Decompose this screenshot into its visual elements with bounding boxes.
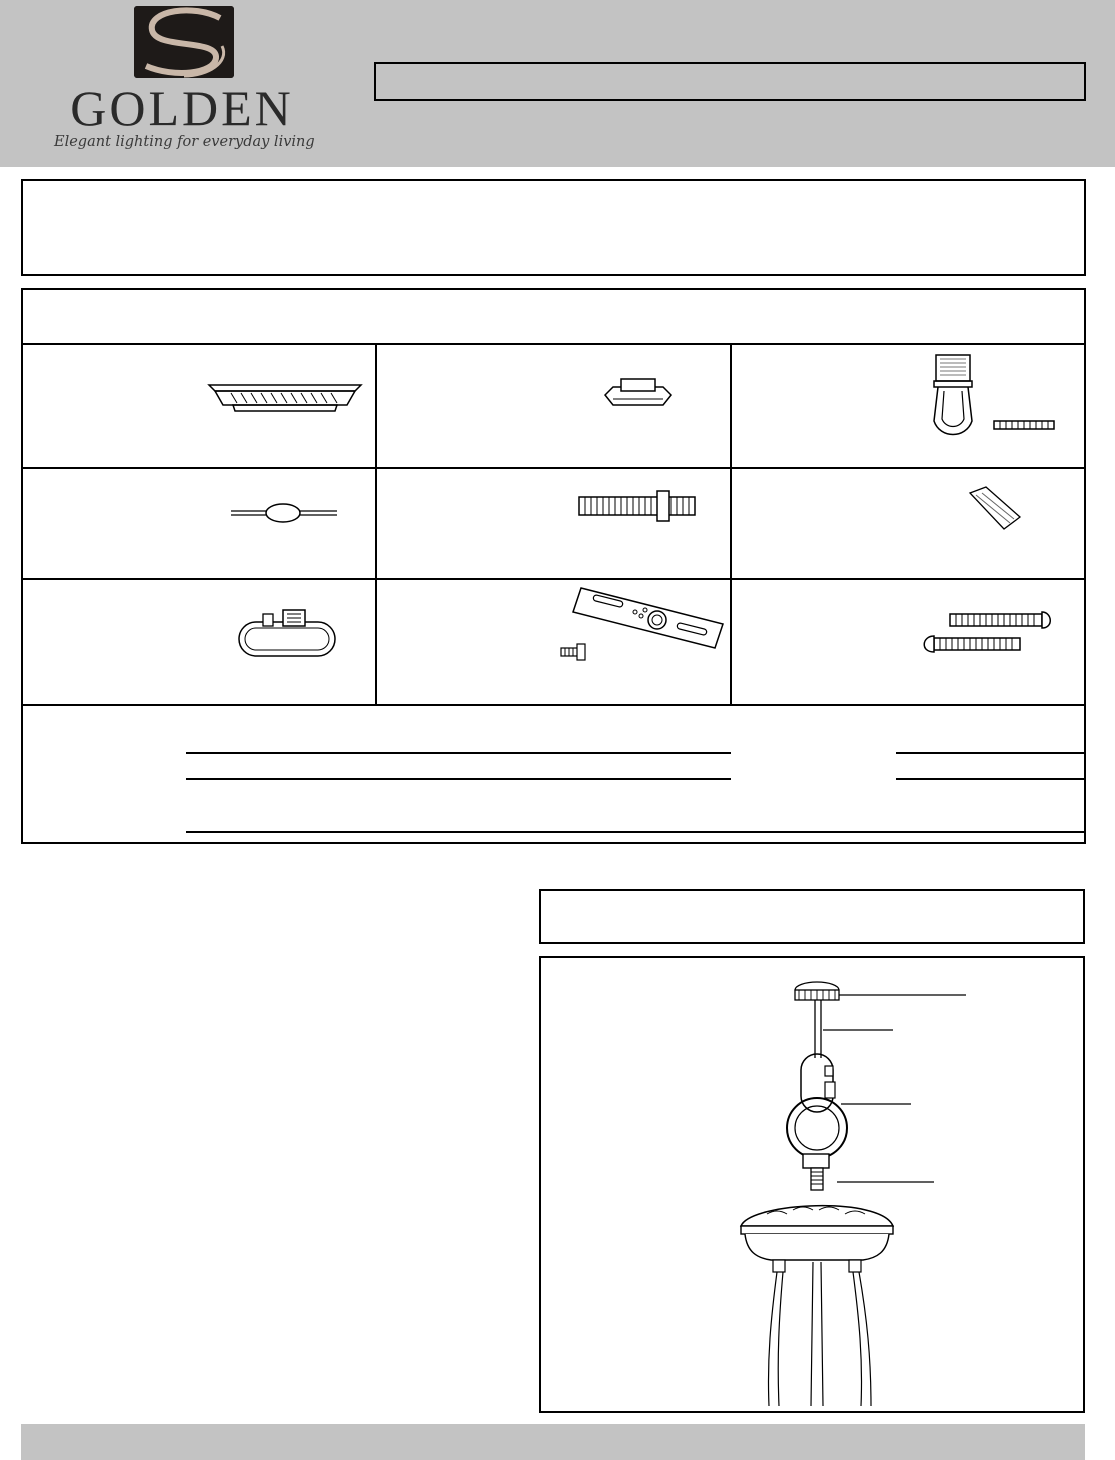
threaded-nipple-icon	[577, 489, 697, 525]
crossbar-nut-icon	[603, 375, 673, 415]
part-cell-loop-ring	[732, 345, 1084, 469]
chain-link-icon	[229, 499, 339, 529]
fill-line-2a	[186, 778, 731, 780]
step-header-box	[539, 889, 1085, 944]
golden-s-logo-icon	[134, 6, 234, 78]
mounting-bracket-icon	[557, 586, 727, 674]
fill-line-1b	[896, 752, 1084, 754]
assembly-diagram	[539, 956, 1085, 1413]
part-cell-wire-nut	[732, 469, 1084, 580]
intro-box	[21, 179, 1086, 276]
hanging-fixture-assembly-icon	[541, 958, 1083, 1411]
fill-line-1a	[186, 752, 731, 754]
part-cell-screws	[732, 580, 1084, 706]
part-cell-chain	[23, 469, 377, 580]
wire-connector-icon	[960, 485, 1030, 535]
quick-link-icon	[233, 604, 343, 664]
parts-list-header	[23, 290, 1084, 345]
brand-logo	[54, 0, 315, 168]
part-cell-canopy	[23, 345, 377, 469]
canopy-icon	[205, 377, 365, 417]
fill-line-2b	[896, 778, 1084, 780]
part-cell-bracket	[377, 580, 732, 706]
footer-band	[21, 1424, 1085, 1460]
fill-line-3	[186, 831, 1084, 833]
title-box	[374, 62, 1086, 101]
loop-and-ring-icon	[920, 351, 1060, 441]
parts-list	[21, 288, 1086, 844]
part-cell-nipple	[377, 469, 732, 580]
brand-tagline: Elegant lighting for everyday living	[54, 134, 315, 150]
part-cell-quick-link	[23, 580, 377, 706]
brand-name: GOLDEN	[70, 80, 294, 136]
mounting-screws-icon	[918, 610, 1058, 662]
part-cell-crossbar-nut	[377, 345, 732, 469]
